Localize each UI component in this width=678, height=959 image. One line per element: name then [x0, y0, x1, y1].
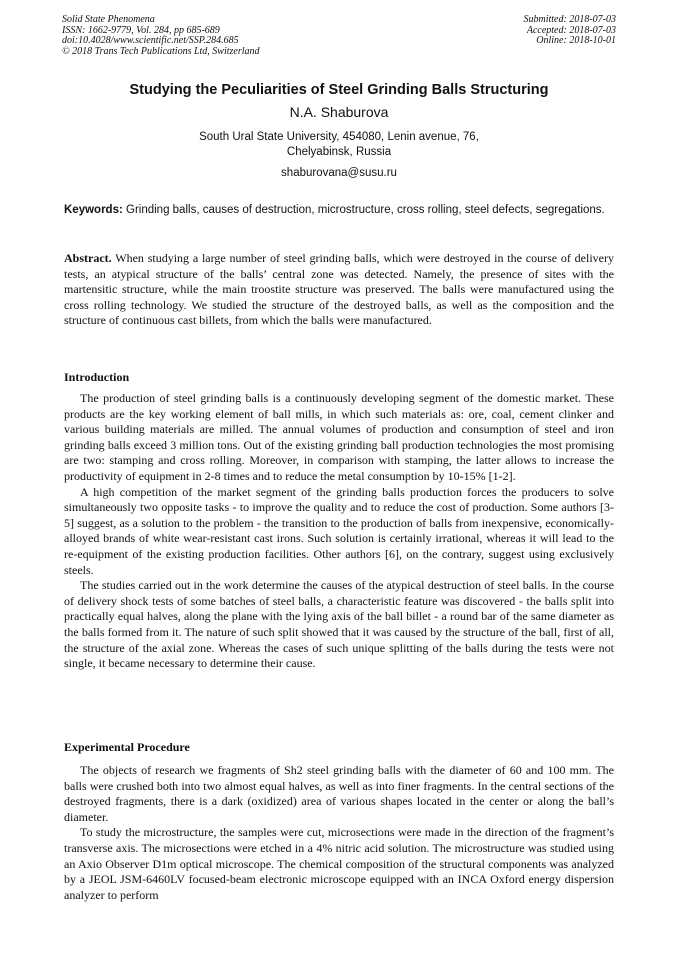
- paragraph: A high competition of the market segment of the grinding balls production forces the producers to solve simultaneously two opposite tasks - to improve the quality and to reduce the cost of production. Some authors [3-5] suggest, as a solution to the problem - the transition to the production of balls from inexpensive, economically-alloyed brands of white wear-resistant cast irons. Such solution is certainly irrational, whereas it will lead to the re-equipment of the existing production facilities. Other authors [6], on the contrary, suggest using exclusively steels.: [64, 484, 614, 577]
- paragraph: The studies carried out in the work determine the causes of the atypical destruction of steel balls. In the course of delivery shock tests of some batches of steel balls, a characteristic feature was discovered - the balls split into practically equal halves, along the plane with the lying axis of the ball billet - a round bar of the same diameter as the balls formed from it. The nature of such split showed that it was caused by the structure of the ball, first of all, the structure of the axial zone. Whereas the cases of such unique splitting of the balls during the tests were not single, it became necessary to determine their cause.: [64, 578, 614, 671]
- accepted-date: Accepted: 2018-07-03: [526, 24, 616, 36]
- abstract: [64, 251, 614, 329]
- keywords: [64, 203, 614, 217]
- paragraph: To study the microstructure, the samples were cut, microsections were made in the direction of the fragment’s transverse axis. The microsections were etched in a 4% nitric acid solution. The microstructure was studied using an Axio Observer D1m optical microscope. The chemical composition of the structural components was analyzed by a JEOL JSM-6460LV focused-beam electronic microscope equipped with an INCA Oxford energy dispersion analyzer to perform: [64, 825, 614, 902]
- publication-dates: [524, 15, 617, 47]
- author-email: shaburovana@susu.ru: [281, 167, 397, 179]
- journal-issn: ISSN: 1662-9779, Vol. 284, pp 685-689: [62, 24, 220, 36]
- online-date: Online: 2018-10-01: [536, 35, 616, 47]
- journal-info: [62, 15, 260, 57]
- journal-name: Solid State Phenomena: [62, 14, 155, 25]
- introduction-body: [64, 391, 614, 672]
- abstract-label: Abstract.: [64, 251, 112, 265]
- journal-doi: doi:10.4028/www.scientific.net/SSP.284.685: [62, 35, 239, 47]
- journal-copyright: © 2018 Trans Tech Publications Ltd, Switzerland: [62, 45, 260, 57]
- affiliation: [0, 130, 678, 160]
- affiliation-line-2: Chelyabinsk, Russia: [286, 146, 392, 158]
- experimental-heading: Experimental Procedure: [64, 740, 190, 754]
- author-name: N.A. Shaburova: [289, 104, 389, 120]
- keywords-text: Grinding balls, causes of destruction, microstructure, cross rolling, steel defects, segregations.: [126, 204, 605, 216]
- introduction-heading: Introduction: [64, 370, 130, 384]
- paper-title: Studying the Peculiarities of Steel Grinding Balls Structuring: [129, 82, 549, 98]
- experimental-body: [64, 763, 614, 903]
- keywords-label: Keywords:: [64, 204, 123, 216]
- paragraph: The objects of research we fragments of Sh2 steel grinding balls with the diameter of 60 and 100 mm. The balls were crushed both into two almost equal halves, as well as into finer fragments. In the central sections of the destroyed fragments, there is a dark (oxidized) area of various shapes located in the center or along the ball’s diameter.: [64, 763, 614, 824]
- paragraph: The production of steel grinding balls is a continuously developing segment of the domestic market. These products are the key working element of ball mills, in which such materials as: ore, coal, cement clinker and various building materials are milled. The annual volumes of production and consumption of steel and iron grinding balls exceed 3 million tons. Out of the existing grinding ball production technologies the most promising are two: stamping and cross rolling. Moreover, in comparison with stamping, the latter allows to increase the productivity of equipment in 2-8 times and to reduce the metal consumption by 10-15% [1-2].: [64, 391, 614, 483]
- affiliation-line-1: South Ural State University, 454080, Lenin avenue, 76,: [199, 131, 479, 143]
- abstract-text: When studying a large number of steel grinding balls, which were destroyed in the course of delivery tests, an atypical structure of the balls’ central zone was detected. Namely, the presence of sites with the martensitic structure, while the main troostite structure was preserved. The balls were manufactured using the cross rolling technology. We studied the structure of the destroyed balls, as well as the composition and the structure of continuous cast billets, from which the balls were manufactured.: [64, 251, 614, 328]
- submitted-date: Submitted: 2018-07-03: [523, 14, 616, 25]
